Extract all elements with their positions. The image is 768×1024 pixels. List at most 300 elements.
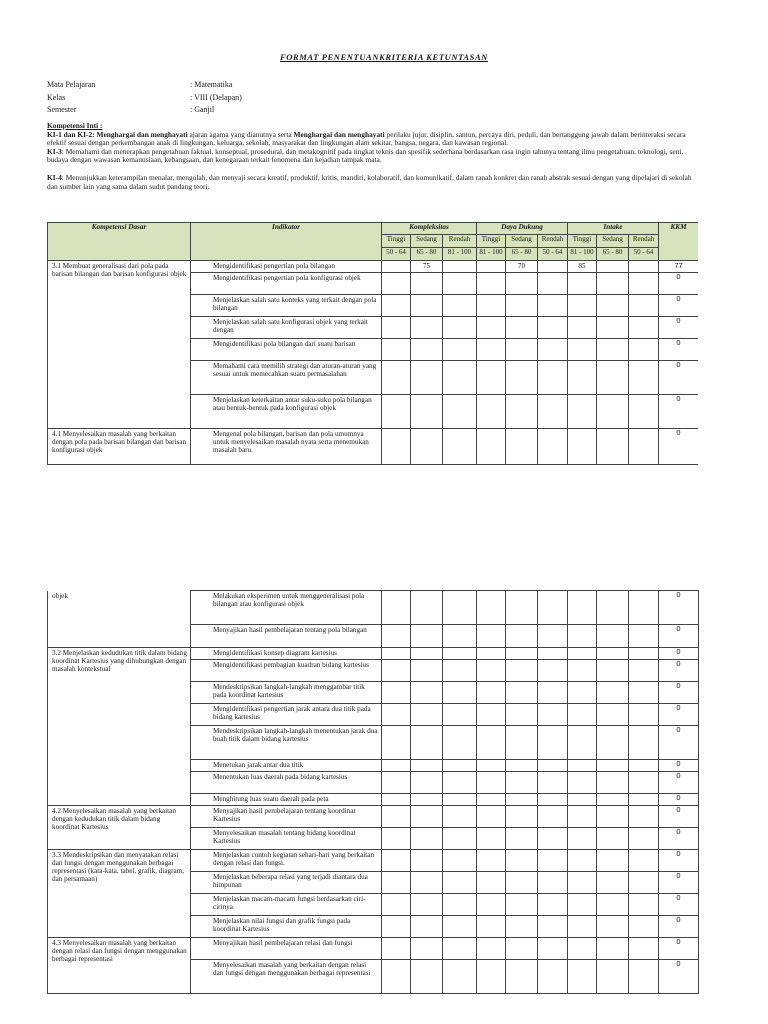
value-cell — [506, 660, 538, 682]
value-cell — [477, 960, 506, 994]
value-cell — [629, 648, 659, 660]
value-cell — [506, 648, 538, 660]
value-cell — [443, 261, 477, 273]
ki-1-2-bold-1: Menghargai dan menghayati — [96, 129, 188, 139]
indikator-cell: Mengidentifikasi pengertian jarak antara dua titik pada bidang kartesius — [191, 704, 382, 726]
value-cell — [629, 361, 659, 395]
header-group-kompleksitas: Kompleksitas — [382, 223, 477, 235]
kkm-value-cell: 0 — [659, 429, 698, 465]
ki-1-2-text-1: ajaran agama yang dianutnya serta — [187, 129, 294, 139]
value-cell — [382, 806, 411, 828]
table-row — [48, 806, 699, 828]
indikator-cell: Mengidentifikasi pengertian pola bilangan — [191, 261, 382, 273]
value-cell — [568, 960, 597, 994]
value-cell — [506, 339, 538, 361]
ki-3-paragraph — [47, 148, 697, 165]
indikator-cell: Mengidentifikasi konsep diagram kartesius — [191, 648, 382, 660]
value-cell — [629, 261, 659, 273]
value-cell — [597, 916, 629, 938]
value-cell — [538, 960, 568, 994]
value-cell — [382, 682, 411, 704]
value-cell — [506, 361, 538, 395]
value-cell — [443, 339, 477, 361]
value-cell — [629, 916, 659, 938]
value-cell — [538, 806, 568, 828]
value-cell — [538, 339, 568, 361]
value-cell — [629, 395, 659, 429]
value-cell — [477, 704, 506, 726]
indikator-cell: Mengidentifikasi pola bilangan dari suatu barisan — [191, 339, 382, 361]
value-cell — [443, 273, 477, 295]
kkm-value-cell: 0 — [659, 648, 699, 660]
value-cell — [506, 682, 538, 704]
header-group-intake: Intake — [568, 223, 659, 235]
kkm-value-cell: 0 — [659, 317, 698, 339]
header-level-tinggi: Tinggi — [382, 235, 411, 248]
header-group-daya-dukung: Daya Dukung — [477, 223, 568, 235]
value-cell — [411, 726, 443, 760]
value-cell — [629, 704, 659, 726]
indikator-cell: Menjelaskan contoh kegiatan sehari-hari yang berkaitan dengan relasi dan fungsi. — [191, 850, 382, 872]
value-cell — [568, 850, 597, 872]
value-cell — [597, 828, 629, 850]
value-cell — [629, 794, 659, 806]
value-cell — [411, 794, 443, 806]
value-cell — [629, 938, 659, 960]
value-cell — [506, 591, 538, 625]
value-cell — [411, 395, 443, 429]
value-cell — [506, 295, 538, 317]
value-cell — [629, 726, 659, 760]
value-cell — [629, 317, 659, 339]
kkm-value-cell: 0 — [659, 682, 699, 704]
value-cell — [568, 273, 597, 295]
value-cell — [538, 429, 568, 465]
value-cell — [538, 872, 568, 894]
value-cell — [629, 960, 659, 994]
value-cell — [538, 828, 568, 850]
value-cell — [568, 591, 597, 625]
meta-row-semester — [47, 104, 242, 117]
value-cell — [538, 261, 568, 273]
value-cell — [568, 894, 597, 916]
value-cell — [411, 660, 443, 682]
value-cell — [597, 261, 629, 273]
value-cell — [629, 429, 659, 465]
value-cell — [411, 429, 443, 465]
value-cell — [568, 704, 597, 726]
header-range: 50 - 64 — [629, 248, 659, 261]
value-cell — [477, 772, 506, 794]
value-cell — [382, 850, 411, 872]
value-cell — [477, 794, 506, 806]
value-cell: 85 — [568, 261, 597, 273]
value-cell — [411, 648, 443, 660]
indikator-cell: Menghitung luas suatu daerah pada peta — [191, 794, 382, 806]
value-cell — [568, 772, 597, 794]
value-cell — [477, 872, 506, 894]
header-kkm: KKM — [659, 223, 698, 261]
value-cell — [477, 828, 506, 850]
value-cell — [538, 916, 568, 938]
indikator-cell: Menetukan jarak antar dua titik — [191, 760, 382, 772]
value-cell — [443, 682, 477, 704]
value-cell — [568, 317, 597, 339]
value-cell — [538, 682, 568, 704]
value-cell — [568, 806, 597, 828]
value-cell — [382, 591, 411, 625]
value-cell — [382, 429, 411, 465]
header-level-rendah: Rendah — [538, 235, 568, 248]
value-cell — [597, 317, 629, 339]
table-row — [48, 591, 699, 625]
header-level-sedang: Sedang — [506, 235, 538, 248]
value-cell — [597, 273, 629, 295]
value-cell — [506, 872, 538, 894]
header-range: 65 - 80 — [411, 248, 443, 261]
value-cell — [597, 704, 629, 726]
value-cell — [568, 794, 597, 806]
value-cell — [538, 395, 568, 429]
value-cell — [597, 648, 629, 660]
value-cell — [382, 273, 411, 295]
header-range: 81 - 100 — [568, 248, 597, 261]
value-cell — [568, 828, 597, 850]
value-cell — [382, 704, 411, 726]
value-cell — [443, 295, 477, 317]
value-cell — [597, 960, 629, 994]
value-cell — [597, 938, 629, 960]
value-cell — [629, 872, 659, 894]
value-cell — [443, 794, 477, 806]
table-row — [48, 938, 699, 960]
value-cell — [597, 760, 629, 772]
ki-3-text: : Memahami dan menerapkan pengetahuan faktual, konseptual, prosedural, dan metakognitif pada tingkat teknis dan spesifik sederhana berdasarkan rasa ingin tahunya tentang ilmu pengetahuan, teknologi, seni, budaya dengan wawasan kemanusiaan, kebangsaan, dan kenegaraan terkait fenomena dan kejadian tampak mata. — [47, 146, 684, 165]
value-cell — [506, 760, 538, 772]
ki-3-label: KI-3 — [47, 146, 62, 156]
value-cell — [411, 339, 443, 361]
value-cell — [506, 916, 538, 938]
value-cell — [597, 872, 629, 894]
value-cell — [538, 273, 568, 295]
kompetensi-dasar-cell: 4.1 Menyelesaikan masalah yang berkaitan dengan pola pada barisan bilangan dan barisan konfigurasi objek — [48, 429, 191, 465]
value-cell — [568, 339, 597, 361]
indikator-cell: Mendeskripsikan langkah-langkah menggambar titik pada koordinat kartesius — [191, 682, 382, 704]
value-cell — [443, 916, 477, 938]
indikator-cell: Menjelaskan salah satu konfigurasi objek yang terkait dengan — [191, 317, 382, 339]
meta-row-class — [47, 92, 242, 105]
kkm-table-page-2 — [47, 590, 699, 994]
value-cell — [538, 938, 568, 960]
value-cell — [477, 317, 506, 339]
value-cell — [506, 317, 538, 339]
indikator-cell: Mengidentifikasi pembagian kuadran bidang kartesius — [191, 660, 382, 682]
value-cell — [443, 828, 477, 850]
value-cell — [538, 625, 568, 648]
value-cell — [597, 850, 629, 872]
value-cell — [538, 591, 568, 625]
kkm-value-cell: 0 — [659, 850, 699, 872]
kkm-value-cell: 0 — [659, 772, 699, 794]
value-cell — [568, 938, 597, 960]
indikator-cell: Menyelesaikan masalah tentang bidang koordinat Kartesius — [191, 828, 382, 850]
value-cell — [629, 806, 659, 828]
kompetensi-dasar-cell: 3.2 Menjelaskan kedudukan titik dalam bidang koordinat Kartesius yang dihubungkan dengan masalah kontekstual — [48, 648, 191, 806]
value-cell — [568, 395, 597, 429]
kkm-value-cell: 0 — [659, 295, 698, 317]
value-cell — [443, 760, 477, 772]
value-cell — [382, 395, 411, 429]
value-cell — [538, 850, 568, 872]
value-cell — [568, 361, 597, 395]
value-cell — [382, 960, 411, 994]
value-cell — [629, 760, 659, 772]
value-cell — [506, 894, 538, 916]
value-cell — [629, 772, 659, 794]
kkm-value-cell: 0 — [659, 760, 699, 772]
value-cell — [477, 395, 506, 429]
value-cell — [477, 726, 506, 760]
value-cell — [538, 726, 568, 760]
value-cell — [538, 648, 568, 660]
value-cell — [382, 295, 411, 317]
kkm-value-cell: 0 — [659, 273, 698, 295]
table-row — [48, 429, 699, 465]
header-kompetensi-dasar: Kompetensi Dasar — [48, 223, 191, 261]
value-cell — [506, 704, 538, 726]
value-cell — [411, 682, 443, 704]
indikator-cell: Menjelaskan beberapa relasi yang terjadi diantara dua himpunan — [191, 872, 382, 894]
meta-row-subject — [47, 79, 242, 92]
kompetensi-dasar-cell: 3.1 Membuat generalisasi dari pola pada barisan bilangan dan barisan konfigurasi objek — [48, 261, 191, 429]
kkm-value-cell: 0 — [659, 894, 699, 916]
value-cell — [568, 682, 597, 704]
value-cell — [506, 960, 538, 994]
value-cell — [568, 872, 597, 894]
value-cell — [629, 660, 659, 682]
value-cell — [382, 894, 411, 916]
kkm-value-cell: 0 — [659, 625, 699, 648]
value-cell — [597, 625, 629, 648]
value-cell — [382, 726, 411, 760]
value-cell — [411, 806, 443, 828]
indikator-cell: Menjelaskan nilai fungsi dan grafik fungsi pada koordinat Kartesius — [191, 916, 382, 938]
value-cell — [411, 295, 443, 317]
value-cell — [597, 395, 629, 429]
value-cell — [411, 960, 443, 994]
value-cell — [538, 295, 568, 317]
header-range: 81 - 100 — [443, 248, 477, 261]
value-cell — [477, 938, 506, 960]
value-cell — [443, 361, 477, 395]
value-cell — [597, 660, 629, 682]
meta-value: : Ganjil — [190, 105, 215, 114]
kkm-value-cell: 0 — [659, 704, 699, 726]
kkm-value-cell: 0 — [659, 591, 699, 625]
value-cell — [477, 682, 506, 704]
value-cell — [382, 828, 411, 850]
value-cell — [477, 429, 506, 465]
value-cell — [538, 704, 568, 726]
value-cell — [629, 828, 659, 850]
header-range: 50 - 64 — [538, 248, 568, 261]
header-level-tinggi: Tinggi — [568, 235, 597, 248]
value-cell — [506, 828, 538, 850]
value-cell — [597, 772, 629, 794]
meta-label: Mata Pelajaran — [47, 80, 96, 89]
value-cell — [411, 760, 443, 772]
value-cell — [629, 273, 659, 295]
ki-1-2-label: KI-1 dan KI-2: — [47, 129, 97, 139]
kkm-table-page-1 — [47, 222, 698, 465]
ki-4-text: : Menunjukkan keterampilan menalar, mengolah, dan menyaji secara kreatif, produktif, kritis, mandiri, kolaboratif, dan komunikatif, dalam ranah konkret dan ranah abstrak sesuai dengan yang dipelajari di sekolah dan sumber lain yang sama dalam sudut pandang teori. — [47, 172, 692, 191]
value-cell — [597, 894, 629, 916]
kkm-value-cell: 0 — [659, 872, 699, 894]
kkm-value-cell: 0 — [659, 339, 698, 361]
value-cell — [568, 916, 597, 938]
indikator-cell: Menjelaskan salah satu konteks yang terkait dengan pola bilangan — [191, 295, 382, 317]
header-range: 65 - 80 — [506, 248, 538, 261]
value-cell — [477, 625, 506, 648]
value-cell — [597, 361, 629, 395]
value-cell — [597, 429, 629, 465]
value-cell — [411, 361, 443, 395]
value-cell — [382, 361, 411, 395]
value-cell — [597, 682, 629, 704]
value-cell — [506, 625, 538, 648]
value-cell — [477, 916, 506, 938]
value-cell — [629, 295, 659, 317]
value-cell — [506, 273, 538, 295]
indikator-cell: Menyajikan hasil pembelajaran tentang pola bilangan — [191, 625, 382, 648]
kkm-value-cell: 0 — [659, 806, 699, 828]
value-cell — [382, 794, 411, 806]
ki-heading: Kompetensi Inti : — [47, 121, 103, 130]
value-cell — [411, 828, 443, 850]
header-range: 65 - 80 — [597, 248, 629, 261]
kompetensi-dasar-cell: 4.3 Menyelesaikan masalah yang berkaitan dengan relasi dan fungsi dengan menggunakan berbagai representasi — [48, 938, 191, 994]
value-cell — [597, 339, 629, 361]
value-cell — [506, 429, 538, 465]
kkm-table-page-1-wrap — [47, 222, 698, 475]
value-cell — [506, 772, 538, 794]
kkm-value-cell: 0 — [659, 828, 699, 850]
value-cell — [443, 395, 477, 429]
value-cell — [411, 591, 443, 625]
value-cell — [597, 794, 629, 806]
value-cell — [477, 806, 506, 828]
value-cell — [382, 317, 411, 339]
ki-1-2-text-2: perilaku jujur, disiplin, santun, percaya diri, peduli, dan bertanggung jawab dalam berinteraksi secara efektif sesuai dengan perkembangan anak di lingkungan, keluarga, sekolah, masyarakat dan lingkungan alam sekitar, bangsa, negara, dan kawasan regional. — [47, 129, 686, 148]
value-cell — [443, 872, 477, 894]
kkm-value-cell: 0 — [659, 794, 699, 806]
indikator-cell: Mendeskripsikan langkah-langkah menentukan jarak dua buah titik dalam bidang kartesius — [191, 726, 382, 760]
value-cell — [568, 295, 597, 317]
value-cell — [477, 850, 506, 872]
kompetensi-dasar-cell: 3.3 Mendeskripsikan dan menyatakan relasi dan fungsi dengan menggunakan berbagai representasi (kata-kata, tabel, grafik, diagram, dan persamaan) — [48, 850, 191, 938]
kkm-value-cell: 0 — [659, 938, 699, 960]
value-cell — [443, 625, 477, 648]
value-cell — [411, 850, 443, 872]
value-cell — [538, 772, 568, 794]
value-cell — [597, 726, 629, 760]
value-cell — [506, 395, 538, 429]
indikator-cell: Menentukan luas daerah pada bidang kartesius — [191, 772, 382, 794]
value-cell — [477, 361, 506, 395]
kkm-value-cell: 0 — [659, 361, 698, 395]
value-cell — [382, 916, 411, 938]
kkm-value-cell: 0 — [659, 916, 699, 938]
indikator-cell: Menyelesaikan masalah yang berkaitan dengan relasi dan fungsi dengan menggunakan berbagai representasi — [191, 960, 382, 994]
value-cell — [443, 806, 477, 828]
value-cell — [597, 295, 629, 317]
value-cell — [629, 625, 659, 648]
indikator-cell: Memahami cara memilih strategi dan aturan-aturan yang sesuai untuk memecahkan suatu permasalahan — [191, 361, 382, 395]
value-cell — [477, 660, 506, 682]
value-cell — [411, 872, 443, 894]
value-cell — [443, 726, 477, 760]
meta-value: : Matematika — [190, 80, 233, 89]
header-level-sedang: Sedang — [411, 235, 443, 248]
indikator-cell: Menyajikan hasil pembelajaran tentang koordinat Kartesius — [191, 806, 382, 828]
page-title: FORMAT PENENTUANKRITERIA KETUNTASAN — [279, 52, 489, 62]
kompetensi-inti-section — [47, 122, 697, 191]
ki-4-label: KI-4 — [47, 172, 62, 182]
value-cell — [506, 794, 538, 806]
indikator-cell: Mengidentifikasi pengertian pola konfigurasi objek — [191, 273, 382, 295]
value-cell — [443, 704, 477, 726]
indikator-cell: Menyajikan hasil pembelajaran relasi dan fungsi — [191, 938, 382, 960]
value-cell — [382, 772, 411, 794]
value-cell — [538, 760, 568, 772]
value-cell — [568, 625, 597, 648]
value-cell — [477, 894, 506, 916]
value-cell — [629, 591, 659, 625]
value-cell — [629, 339, 659, 361]
value-cell — [538, 361, 568, 395]
table-row — [48, 648, 699, 660]
indikator-cell: Melakukan eksperimen untuk menggeneralisasi pola bilangan atau konfigurasi objek — [191, 591, 382, 625]
value-cell — [382, 261, 411, 273]
table-row — [48, 850, 699, 872]
value-cell — [477, 295, 506, 317]
header-indikator: Indikator — [191, 223, 382, 261]
kkm-value-cell: 0 — [659, 726, 699, 760]
value-cell — [382, 339, 411, 361]
meta-label: Semester — [47, 105, 77, 114]
value-cell — [382, 625, 411, 648]
header-range: 50 - 64 — [382, 248, 411, 261]
table-row — [48, 261, 699, 273]
value-cell — [443, 317, 477, 339]
value-cell — [382, 872, 411, 894]
value-cell — [629, 894, 659, 916]
value-cell — [382, 660, 411, 682]
value-cell — [506, 850, 538, 872]
value-cell — [506, 938, 538, 960]
value-cell — [477, 591, 506, 625]
header-level-tinggi: Tinggi — [477, 235, 506, 248]
value-cell — [411, 704, 443, 726]
kkm-value-cell: 0 — [659, 395, 698, 429]
value-cell — [443, 648, 477, 660]
value-cell — [443, 938, 477, 960]
ki-1-2-paragraph — [47, 131, 697, 148]
value-cell — [411, 916, 443, 938]
header-level-rendah: Rendah — [629, 235, 659, 248]
ki-1-2-bold-2: Menghargai dan menghayati — [293, 129, 385, 139]
value-cell — [443, 660, 477, 682]
